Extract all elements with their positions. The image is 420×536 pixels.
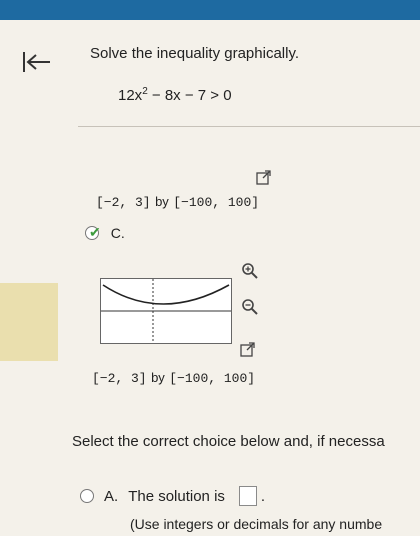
zoom-in-button[interactable] [241,262,259,280]
left-highlight-strip [0,283,58,361]
inequality: $12x^2 - 8x - 7 > 0$ [118,86,232,104]
choice-a[interactable]: A. The solution is . [80,486,265,506]
zoom-out-button[interactable] [241,298,259,316]
choice-a-text: The solution is [128,487,225,505]
y-range: [−100, 100] [169,371,256,386]
parabola-curve [103,285,229,304]
y-range: [−100, 100] [173,195,260,210]
window-settings-2 [92,369,255,387]
popout-icon [256,170,272,186]
back-button[interactable] [22,50,52,74]
back-arrow-icon [22,50,52,74]
popout-button[interactable] [256,170,272,186]
by-label: by [151,370,165,385]
problem-title: Solve the inequality graphically. [90,45,300,62]
answer-input-box[interactable] [239,486,257,506]
window-settings [96,193,259,211]
zoom-out-icon [241,298,259,316]
divider [78,126,420,127]
popout-icon [240,342,256,358]
choice-a-prefix: A. [104,487,119,505]
graph-thumbnail[interactable] [100,278,232,344]
choice-c-label: C. [110,224,125,241]
by-label: by [155,194,169,209]
popout-button-graph[interactable] [240,342,256,358]
x-range: [−2, 3] [96,195,151,210]
graph-plot [101,279,231,343]
radio-a[interactable] [80,489,94,503]
zoom-in-icon [241,262,259,280]
choice-c[interactable] [85,224,125,241]
question-prompt: Select the correct choice below and, if necessa [72,433,385,450]
answer-hint: (Use integers or decimals for any numbe [130,516,383,532]
x-range: [−2, 3] [92,371,147,386]
top-header-bar [0,0,420,20]
checkmark-icon: ✔ [89,224,101,240]
